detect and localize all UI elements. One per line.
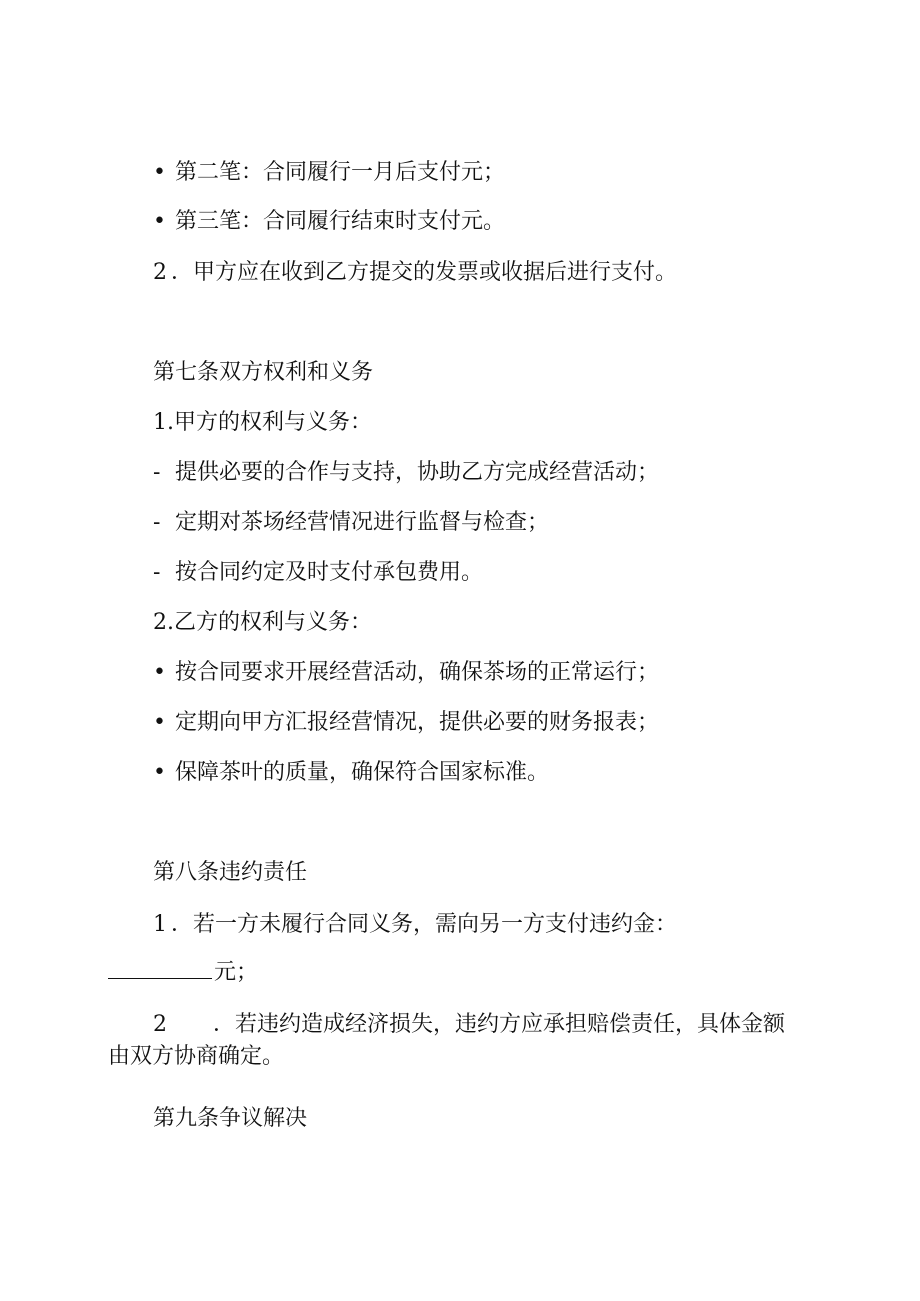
payment-third-text: 第三笔：合同履行结束时支付元。 bbox=[175, 209, 506, 234]
party-b-heading: 2.乙方的权利与义务： bbox=[153, 610, 372, 635]
party-a-item-text: 按合同约定及时支付承包费用。 bbox=[175, 560, 484, 585]
clause-number: 2 bbox=[153, 1012, 167, 1037]
party-b-item-text: 保障茶叶的质量，确保符合国家标准。 bbox=[175, 760, 550, 785]
article-9-title: 第九条争议解决 bbox=[153, 1106, 308, 1131]
party-a-heading: 1.甲方的权利与义务： bbox=[153, 410, 372, 435]
article-8-title: 第八条违约责任 bbox=[153, 860, 308, 885]
penalty-clause-2-continuation: 由双方协商确定。 bbox=[108, 1044, 285, 1069]
party-b-item bbox=[153, 758, 549, 788]
bullet-mark: • bbox=[153, 760, 166, 785]
party-b-item-text: 按合同要求开展经营活动，确保茶场的正常运行； bbox=[175, 660, 660, 685]
penalty-amount-unit: 元； bbox=[214, 960, 259, 985]
party-a-item bbox=[153, 508, 549, 538]
penalty-clause-1-text: ．若一方未履行合同义务，需向另一方支付违约金： bbox=[171, 912, 678, 937]
party-b-item-text: 定期向甲方汇报经营情况，提供必要的财务报表； bbox=[175, 710, 660, 735]
party-b-item bbox=[153, 658, 659, 688]
payment-clause-2-text: ．甲方应在收到乙方提交的发票或收据后进行支付。 bbox=[171, 260, 678, 285]
party-a-item bbox=[153, 558, 483, 588]
bullet-mark: • bbox=[153, 209, 166, 234]
dash-mark: - bbox=[153, 510, 161, 535]
clause-number: 2 bbox=[153, 260, 167, 285]
penalty-amount-line bbox=[108, 958, 258, 988]
penalty-clause-2-text: ．若违约造成经济损失，违约方应承担赔偿责任，具体金额 bbox=[213, 1012, 786, 1037]
party-a-item-text: 提供必要的合作与支持，协助乙方完成经营活动； bbox=[175, 460, 660, 485]
party-a-item bbox=[153, 458, 659, 488]
payment-second-item bbox=[153, 158, 505, 188]
bullet-mark: • bbox=[153, 710, 166, 735]
payment-clause-2 bbox=[153, 258, 677, 288]
party-b-item bbox=[153, 708, 659, 738]
bullet-mark: • bbox=[153, 660, 166, 685]
clause-number: 1 bbox=[153, 912, 167, 937]
bullet-mark: • bbox=[153, 160, 166, 185]
payment-third-item bbox=[153, 207, 505, 237]
dash-mark: - bbox=[153, 560, 161, 585]
dash-mark: - bbox=[153, 460, 161, 485]
penalty-clause-1 bbox=[153, 910, 677, 940]
penalty-clause-2 bbox=[153, 1010, 785, 1040]
party-a-item-text: 定期对茶场经营情况进行监督与检查； bbox=[175, 510, 550, 535]
article-7-title: 第七条双方权利和义务 bbox=[153, 360, 374, 385]
payment-second-text: 第二笔：合同履行一月后支付元； bbox=[175, 160, 506, 185]
penalty-amount-blank bbox=[108, 958, 212, 979]
